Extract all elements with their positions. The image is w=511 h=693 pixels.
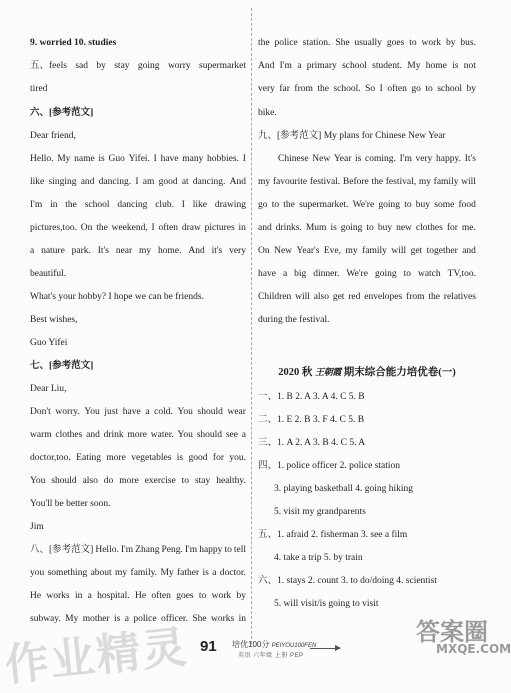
word: get (332, 292, 345, 302)
word: home. (158, 246, 182, 256)
word: primary (306, 61, 337, 71)
answer-line: 5. will visit/is going to visit (274, 599, 379, 609)
word: It's (97, 246, 109, 256)
word: drinks. (275, 223, 302, 233)
word: happy. (436, 154, 462, 164)
word: singing (48, 177, 77, 187)
left-text-line (30, 153, 246, 165)
word: You (84, 407, 100, 417)
word: Eve, (323, 246, 342, 256)
word: name (74, 154, 95, 164)
word: police (133, 614, 157, 624)
word: 八、[参考范文] (30, 545, 94, 555)
word: is (98, 154, 105, 164)
word: red (348, 292, 361, 302)
word: it's (211, 246, 223, 256)
word: Peng. (161, 545, 183, 555)
word: for (212, 453, 224, 463)
word: We're (346, 269, 368, 279)
word: police (274, 38, 298, 48)
word: go (411, 84, 421, 94)
answer-line: 三、1. A 2. A 3. B 4. C 5. A (258, 438, 366, 448)
word: more (119, 476, 139, 486)
word: healthy. (216, 476, 246, 486)
word: food (458, 200, 476, 210)
word: about (90, 568, 112, 578)
word: exercise (144, 476, 176, 486)
word: TV,too. (447, 269, 476, 279)
word: should (196, 430, 223, 440)
word: some (434, 200, 455, 210)
word: tell (233, 545, 246, 555)
word: It's (464, 154, 476, 164)
word: Don't (30, 407, 51, 417)
left-text-line (30, 429, 246, 441)
word: very (415, 154, 433, 164)
word: buy (415, 200, 431, 210)
word: Zhang (135, 545, 160, 555)
word: Chinese (278, 154, 309, 164)
word: usually (354, 38, 382, 48)
right-text-line (258, 222, 476, 234)
word: dancing (117, 200, 148, 210)
word: from (294, 84, 313, 94)
word: see (225, 430, 238, 440)
word: father (177, 568, 200, 578)
word: more (127, 430, 147, 440)
left-text-line (30, 60, 246, 72)
left-text-line: 9. worried 10. studies (30, 38, 117, 48)
answer-line: 二、1. E 2. B 3. F 4. C 5. B (258, 415, 365, 425)
left-text-line (30, 222, 246, 234)
left-text-line: beautiful. (30, 269, 67, 279)
word: should (51, 476, 77, 486)
word: go (258, 200, 268, 210)
word: a (297, 61, 302, 71)
watermark-url: MXQE.COM (436, 642, 511, 656)
word: often (151, 591, 171, 601)
word: new (396, 223, 412, 233)
word: to (198, 591, 207, 601)
word: bus. (460, 38, 476, 48)
word: like (192, 200, 207, 210)
word: the (283, 200, 295, 210)
word: also (313, 292, 329, 302)
word: My (160, 568, 174, 578)
word: I (242, 154, 246, 164)
word: subway. (30, 614, 61, 624)
word: work (211, 591, 232, 601)
word: a (124, 614, 129, 624)
word: And (229, 177, 246, 187)
word: I (181, 200, 185, 210)
word: favourite (272, 177, 308, 187)
right-text-line (258, 291, 476, 303)
right-text-line (258, 60, 476, 72)
word: Yifei. (128, 154, 150, 164)
word: envelopes (364, 292, 403, 302)
word: student. (372, 61, 402, 71)
left-text-line: Dear friend, (30, 131, 76, 141)
word: Hello. (30, 154, 54, 164)
word: by (466, 84, 476, 94)
word: going (374, 269, 397, 279)
series-latin: PEIYOU100FEN (271, 643, 317, 649)
word: weekend, (111, 223, 148, 233)
word: Guo (108, 154, 125, 164)
word: clothes (55, 430, 83, 440)
word: Children (258, 292, 292, 302)
word: She (192, 614, 207, 624)
answer-line: 六、1. stays 2. count 3. to do/doing 4. scientist (258, 576, 437, 586)
word: the (428, 292, 440, 302)
left-text-line (30, 567, 246, 579)
word: mother (82, 614, 110, 624)
word: the (371, 177, 384, 187)
word: me. (461, 223, 476, 233)
word: is (176, 453, 184, 463)
word: by (236, 591, 246, 601)
word: and (86, 430, 100, 440)
word: New (274, 246, 293, 256)
word: something (47, 568, 88, 578)
word: water. (150, 430, 174, 440)
right-text-line (258, 83, 476, 95)
word: pictures (204, 223, 235, 233)
word: have (160, 154, 179, 164)
word: sad (75, 61, 88, 71)
exam-title (258, 366, 476, 379)
word: my (115, 568, 128, 578)
left-text-line: Best wishes, (30, 315, 78, 325)
word: a (241, 430, 246, 440)
word: good (188, 453, 208, 463)
word: many (182, 154, 204, 164)
word: have (258, 269, 276, 279)
word: I'm (120, 545, 134, 555)
word: and (80, 177, 95, 187)
word: watch (417, 269, 441, 279)
word: Mum (305, 223, 327, 233)
word: works (210, 614, 235, 624)
word: home (425, 61, 447, 71)
word: dancing. (192, 177, 226, 187)
left-text-line (30, 452, 246, 464)
word: school (342, 61, 367, 71)
left-text-line (30, 475, 246, 487)
word: You (177, 407, 193, 417)
word: work (421, 38, 442, 48)
word: my (345, 246, 358, 256)
word: My (57, 154, 71, 164)
word: to (366, 223, 374, 233)
word: station. (302, 38, 331, 48)
word: a (87, 591, 92, 601)
word: park. (71, 246, 91, 256)
word: will (391, 246, 407, 256)
word: is (114, 614, 121, 624)
word: not (463, 61, 476, 71)
word: near (115, 246, 133, 256)
word: big (294, 269, 307, 279)
word: just (104, 407, 119, 417)
answer-line: 3. playing basketball 4. going hiking (274, 484, 414, 494)
page-number: 91 (200, 638, 217, 655)
word: She (335, 38, 350, 48)
column-divider (251, 8, 252, 644)
word: do (103, 476, 114, 486)
word: also (82, 476, 98, 486)
word: often (158, 223, 179, 233)
word: coming. (365, 154, 396, 164)
arrow-icon (310, 648, 340, 649)
word: like (30, 177, 45, 187)
word: in (50, 200, 58, 210)
word: worry (167, 61, 191, 71)
answer-line: 五、1. afraid 2. fisherman 3. see a film (258, 530, 408, 540)
word: you (30, 568, 45, 578)
word: works (46, 591, 70, 601)
word: the (65, 200, 77, 210)
exam-title-name: 期末综合能力培优卷(一) (341, 367, 456, 378)
series-name (232, 639, 316, 650)
right-text-line: bike. (258, 108, 277, 118)
word: festival, (385, 177, 417, 187)
word: So (365, 84, 376, 94)
word: for (446, 223, 458, 233)
word: drink (103, 430, 124, 440)
left-text-line: tired (30, 84, 48, 94)
word: going (340, 223, 363, 233)
word: I'm (184, 545, 198, 555)
word: to (224, 545, 232, 555)
word: Hello. (95, 545, 119, 555)
answer-line: 4. take a trip 5. by train (274, 553, 363, 563)
word: hobbies. (207, 154, 239, 164)
word: often (387, 84, 407, 94)
word: is (452, 61, 459, 71)
word: And (258, 61, 275, 71)
word: You (177, 430, 193, 440)
word: vegetables (131, 453, 172, 463)
word: am (142, 177, 155, 187)
watermark-left: 作业精灵 (2, 621, 191, 692)
word: I (153, 154, 157, 164)
word: my (258, 177, 271, 187)
word: relatives (443, 292, 476, 302)
word: pictures,too. (30, 223, 77, 233)
word: should (197, 407, 223, 417)
right-text-line (278, 153, 476, 165)
word: I'm (279, 61, 292, 71)
word: supermarket (199, 61, 246, 71)
word: My (65, 614, 79, 624)
answer-line: 一、1. B 2. A 3. A 4. C 5. B (258, 392, 365, 402)
word: is (330, 223, 337, 233)
word: family (433, 177, 459, 187)
answer-line: 四、1. police officer 2. police station (258, 461, 401, 471)
word: buy (377, 223, 393, 233)
word: cold. (154, 407, 173, 417)
book-meta: 英语 六年级 上册 PEP (238, 653, 304, 659)
word: family. (130, 568, 158, 578)
left-text-line: 七、[参考范文] (30, 361, 94, 371)
left-text-line (30, 406, 246, 418)
right-text-line (258, 176, 476, 188)
word: He (30, 591, 42, 601)
left-text-line: Guo Yifei (30, 338, 68, 348)
word: I (379, 84, 383, 94)
word: a (212, 568, 217, 578)
answer-line: 5. visit my grandparents (274, 507, 366, 517)
word: going (137, 61, 160, 71)
word: at (181, 177, 189, 187)
word: to (425, 84, 433, 94)
word: dinner. (313, 269, 340, 279)
word: and (462, 246, 476, 256)
exam-title-brand: 王朝霞 (315, 367, 342, 377)
word: stay (114, 61, 130, 71)
word: to (404, 200, 412, 210)
word: And (188, 246, 205, 256)
right-text-line (258, 245, 476, 257)
word: We're (352, 200, 375, 210)
word: Eating (76, 453, 101, 463)
word: my (418, 177, 431, 187)
word: a (282, 269, 288, 279)
word: will (461, 177, 476, 187)
word: doctor,too. (30, 453, 71, 463)
word: and (258, 223, 272, 233)
word: a (145, 407, 150, 417)
right-text-line (258, 199, 476, 211)
word: New (312, 154, 331, 164)
word: supermarket. (299, 200, 349, 210)
word: draw (181, 223, 201, 233)
word: very (229, 246, 246, 256)
word: festival. (309, 177, 341, 187)
word: my (139, 246, 152, 256)
left-text-line (30, 544, 246, 556)
word: in (238, 614, 246, 624)
word: the (317, 84, 329, 94)
exam-title-year: 2020 秋 (278, 367, 313, 378)
word: good (158, 177, 178, 187)
word: very (258, 84, 275, 94)
word: nature (41, 246, 65, 256)
word: Year's (296, 246, 320, 256)
word: hospital. (97, 591, 130, 601)
word: On (258, 246, 270, 256)
left-text-line: Dear Liu, (30, 384, 67, 394)
series-cn: 培优100分 (232, 640, 270, 649)
word: a (30, 246, 35, 256)
word: have (122, 407, 141, 417)
word: the (96, 223, 108, 233)
word: from (406, 292, 425, 302)
left-text-line (30, 590, 246, 602)
word: by (96, 61, 106, 71)
watermark-right: 答案圈 (416, 618, 488, 646)
word: going (378, 200, 400, 210)
right-text-line: during the festival. (258, 315, 330, 325)
left-text-line: 六、[参考范文] (30, 108, 94, 118)
word: in (238, 223, 246, 233)
word: stay (194, 476, 211, 486)
word: wear (227, 407, 246, 417)
word: goes (386, 38, 405, 48)
word: school (84, 200, 110, 210)
right-text-line (258, 268, 476, 280)
right-text-line (258, 37, 476, 49)
word: school (437, 84, 462, 94)
word: 五、feels (30, 61, 67, 71)
word: far (279, 84, 290, 94)
word: to (409, 38, 417, 48)
word: to (181, 476, 190, 486)
word: I'm (399, 154, 412, 164)
word: Year (333, 154, 352, 164)
word: He (134, 591, 147, 601)
word: drawing (214, 200, 246, 210)
word: will (295, 292, 310, 302)
left-text-line (30, 245, 246, 257)
word: goes (176, 591, 194, 601)
word: club. (155, 200, 174, 210)
right-text-line: 九、[参考范文] My plans for Chinese New Year (258, 131, 446, 141)
word: clothes (415, 223, 443, 233)
word: You (30, 476, 46, 486)
word: officer. (160, 614, 188, 624)
word: happy (199, 545, 223, 555)
word: is (202, 568, 209, 578)
word: On (80, 223, 93, 233)
left-text-line: You'll be better soon. (30, 499, 111, 509)
word: school. (333, 84, 361, 94)
word: in (74, 591, 83, 601)
word: Before (342, 177, 369, 187)
left-text-line: Jim (30, 522, 44, 532)
word: get (410, 246, 423, 256)
word: warm (30, 430, 52, 440)
word: worry. (55, 407, 80, 417)
word: you. (229, 453, 246, 463)
word: family (362, 246, 387, 256)
word: I'm (30, 200, 43, 210)
word: is (355, 154, 362, 164)
word: dancing. (98, 177, 132, 187)
word: I (151, 223, 155, 233)
word: My (407, 61, 421, 71)
left-text-line (30, 176, 246, 188)
word: I (135, 177, 139, 187)
word: together (426, 246, 458, 256)
word: to (403, 269, 411, 279)
word: doctor. (219, 568, 246, 578)
word: more (106, 453, 126, 463)
word: by (445, 38, 456, 48)
left-text-line (30, 199, 246, 211)
word: to (271, 200, 280, 210)
left-text-line: What's your hobby? I hope we can be friends. (30, 292, 204, 302)
word: the (258, 38, 270, 48)
